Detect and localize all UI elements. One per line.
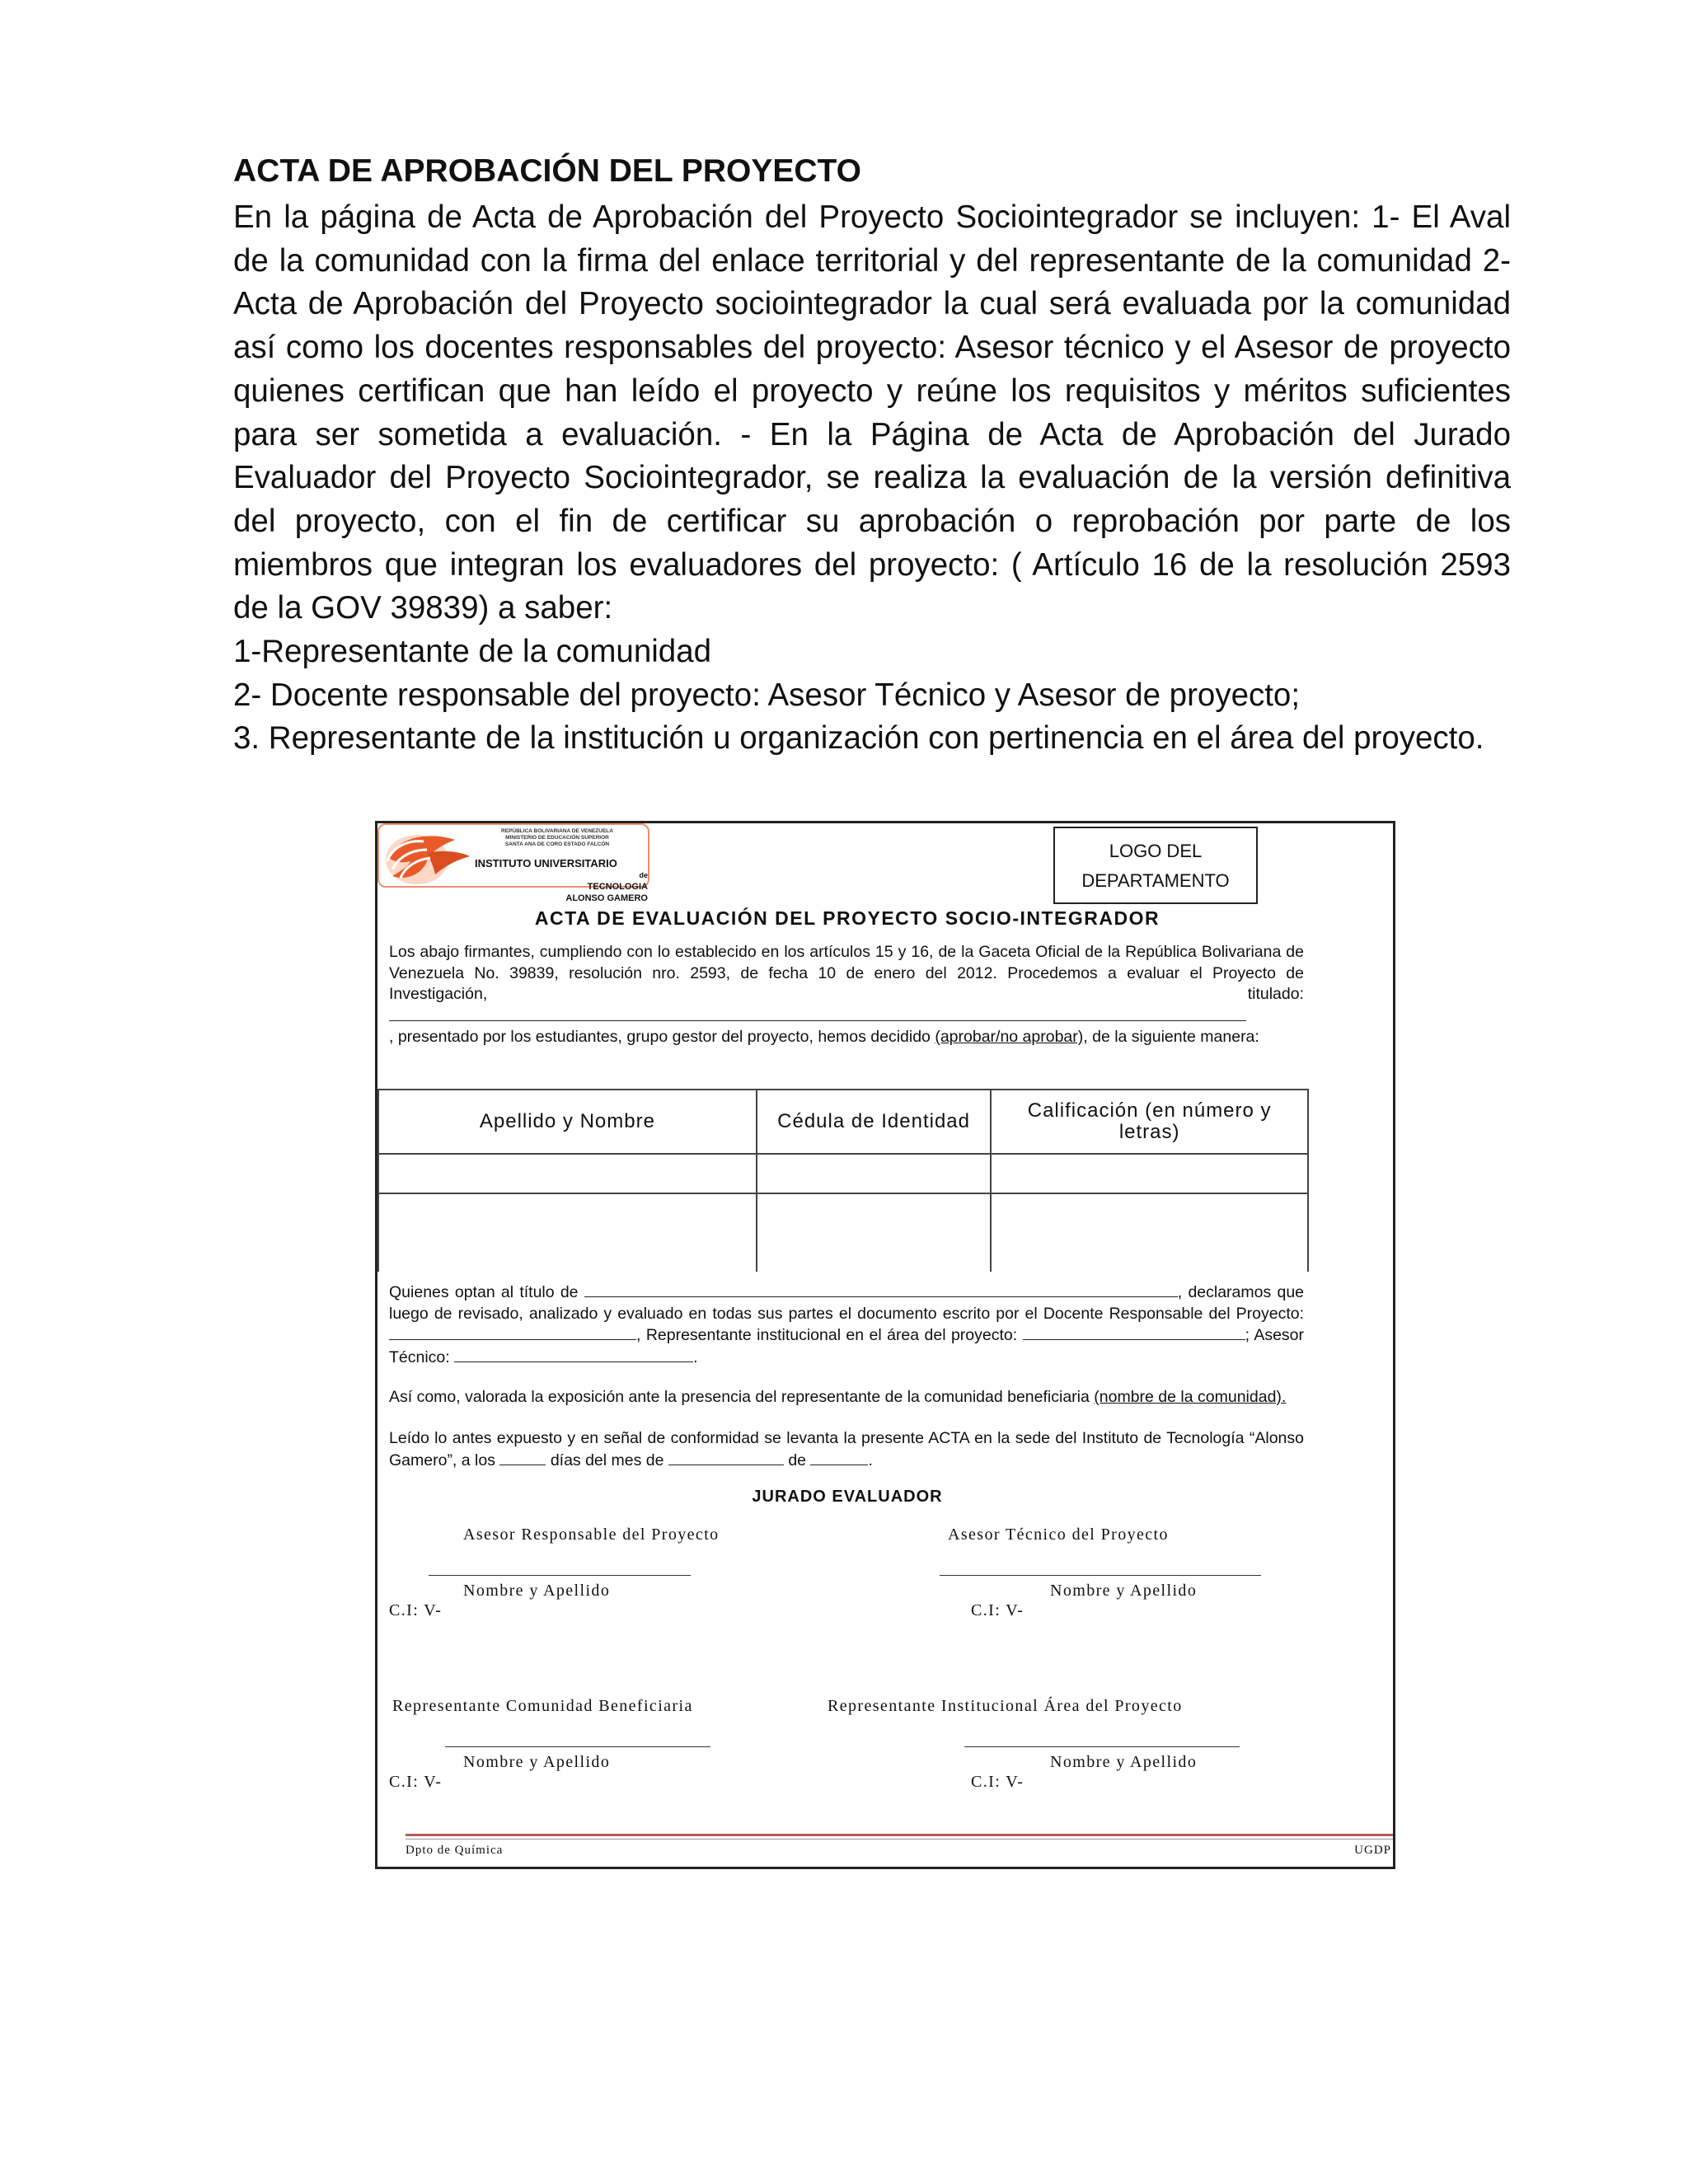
department-logo-line1: LOGO DEL — [1109, 841, 1203, 861]
department-logo-placeholder — [1053, 827, 1258, 904]
form-paragraph-1-text-a: Los abajo firmantes, cumpliendo con lo establecido en los artículos 15 y 16, de la Gaceta Oficial de la República Bolivariana de Venezuela No. 39839, resolución nro. 2593, de fecha 10 de enero del 2012. Procedemos a evaluar el Proyecto de Investigación, titulado: — [389, 943, 1304, 1003]
signature-role: Representante Institucional Área del Proyecto — [828, 1697, 1183, 1715]
form-paragraph-4: Leído lo antes expuesto y en señal de conformidad se levanta la presente ACTA en la sede del Instituto de Tecnología “Alonso Gamero”, a los días del mes de de . — [389, 1429, 1304, 1469]
form-paragraph-4-text-a: Leído lo antes expuesto y en señal de conformidad se levanta la presente ACTA en la sede del Instituto de Tecnología “Alonso Gamero”, a los — [389, 1429, 1304, 1469]
table-cell — [378, 1154, 757, 1193]
signature-line — [940, 1575, 1261, 1576]
form-paragraph-4-text-b: días del mes de — [550, 1451, 664, 1469]
form-paragraph-1-text-b: , presentado por los estudiantes, grupo gestor del proyecto, hemos decidido — [389, 1028, 931, 1046]
jury-title: JURADO EVALUADOR — [752, 1488, 943, 1506]
form-paragraph-2-text-b: declaramos que luego de revisado, analizado y evaluado en todas sus partes el documento escrito por el Docente Responsable del Proyecto: — [389, 1283, 1305, 1323]
header-id: Cédula de Identidad — [757, 1090, 992, 1154]
signature-role: Asesor Técnico del Proyecto — [948, 1526, 1169, 1544]
signature-role: Representante Comunidad Beneficiaria — [392, 1697, 693, 1715]
list-item-3: 3. Representante de la institución u organización con pertinencia en el área del proyecto. — [233, 720, 1484, 757]
signature-ci-label: C.I: V- — [389, 1773, 443, 1791]
form-paragraph-4-text-c: de — [788, 1451, 807, 1469]
list-item-2: 2- Docente responsable del proyecto: Asesor Técnico y Asesor de proyecto; — [233, 677, 1301, 713]
institution-name-line2: de — [639, 871, 648, 879]
footer-department: Dpto de Química — [406, 1844, 504, 1857]
evaluation-table — [377, 1089, 1309, 1272]
intro-text — [233, 196, 1511, 761]
signature-ci-label: C.I: V- — [389, 1601, 443, 1619]
document-heading: ACTA DE APROBACIÓN DEL PROYECTO — [233, 153, 862, 189]
day-blank — [499, 1450, 546, 1465]
table-row — [378, 1193, 1308, 1272]
institution-header-lines — [475, 828, 640, 848]
footer-rule — [406, 1839, 1393, 1840]
community-name-placeholder: (nombre de la comunidad). — [1094, 1388, 1287, 1406]
header-grade: Calificación (en número y letras) — [991, 1090, 1308, 1154]
institute-emblem-icon — [381, 828, 473, 888]
table-row — [378, 1154, 1308, 1193]
form-paragraph-3-text: Así como, valorada la exposición ante la presencia del representante de la comunidad beneficiaria — [389, 1388, 1090, 1406]
table-cell — [378, 1193, 757, 1272]
institution-name-line4: ALONSO GAMERO — [565, 893, 648, 903]
list-item-1: 1-Representante de la comunidad — [233, 634, 712, 670]
year-blank — [810, 1450, 868, 1465]
project-title-blank — [389, 1005, 1246, 1021]
asesor-tecnico-blank — [454, 1347, 693, 1362]
evaluation-form-image — [375, 821, 1395, 1869]
form-paragraph-1-text-c: de la siguiente manera: — [1092, 1028, 1259, 1046]
institute-logo — [377, 823, 649, 901]
form-title: ACTA DE EVALUACIÓN DEL PROYECTO SOCIO-INTEGRADOR — [534, 907, 1160, 929]
form-paragraph-2-text-a: Quienes optan al título de — [389, 1283, 579, 1301]
institution-header-line: MINISTERIO DE EDUCACIÓN SUPERIOR — [505, 835, 609, 841]
signature-name-label: Nombre y Apellido — [1050, 1753, 1198, 1771]
signature-name-label: Nombre y Apellido — [463, 1582, 611, 1600]
signature-name-label: Nombre y Apellido — [1050, 1582, 1198, 1600]
department-logo-line2: DEPARTAMENTO — [1081, 870, 1230, 891]
form-paragraph-3 — [389, 1387, 1304, 1408]
table-cell — [757, 1154, 992, 1193]
decision-choice: (aprobar/no aprobar), — [935, 1028, 1088, 1046]
institution-name — [475, 858, 648, 904]
table-cell — [757, 1193, 992, 1272]
institution-header-line: REPÚBLICA BOLIVARIANA DE VENEZUELA — [501, 828, 613, 834]
month-blank — [668, 1450, 784, 1465]
signature-line — [429, 1575, 691, 1576]
representante-blank — [1023, 1324, 1245, 1340]
signature-ci-label: C.I: V- — [971, 1601, 1025, 1619]
table-header-row — [378, 1090, 1308, 1154]
signature-line — [964, 1746, 1240, 1747]
institution-name-line3: TECNOLOGIA — [587, 882, 648, 892]
form-paragraph-2: Quienes optan al título de , declaramos que luego de revisado, analizado y evaluado en todas sus partes el documento escrito por el Docente Responsable del Proyecto: , Representante institucional en el área del proyecto: ; Asesor Técnico: . — [389, 1283, 1305, 1366]
form-paragraph-2-text-c: , Representante institucional en el área del proyecto: — [636, 1326, 1018, 1344]
degree-title-blank — [584, 1282, 1178, 1297]
signature-line — [445, 1746, 710, 1747]
header-name: Apellido y Nombre — [378, 1090, 757, 1154]
signature-role: Asesor Responsable del Proyecto — [463, 1526, 720, 1544]
table-cell — [991, 1154, 1308, 1193]
docente-blank — [389, 1324, 636, 1340]
footer-rule — [406, 1834, 1393, 1836]
institution-name-line1: INSTITUTO UNIVERSITARIO — [475, 857, 617, 869]
signature-name-label: Nombre y Apellido — [463, 1753, 611, 1771]
form-paragraph-1 — [389, 942, 1304, 1048]
table-cell — [991, 1193, 1308, 1272]
footer-unit: UGDP — [1354, 1844, 1391, 1857]
institution-header-line: SANTA ANA DE CORO ESTADO FALCÓN — [504, 841, 610, 847]
intro-paragraph: En la página de Acta de Aprobación del Proyecto Sociointegrador se incluyen: 1- El Aval de la comunidad con la firma del enlace territorial y del representante de la comunidad 2- Acta de Aprobación del Proyecto sociointegrador la cual será evaluada por la comunidad así como los docentes responsables del proyecto: Asesor técnico y el Asesor de proyecto quienes certifican que han leído el proyecto y reúne los requisitos y méritos suficientes para ser sometida a evaluación. - En la Página de Acta de Aprobación del Jurado Evaluador del Proyecto Sociointegrador, se realiza la evaluación de la versión definitiva del proyecto, con el fin de certificar su aprobación o reprobación por parte de los miembros que integran los evaluadores del proyecto: ( Artículo 16 de la resolución 2593 de la GOV 39839) a saber: — [233, 199, 1511, 626]
signature-ci-label: C.I: V- — [971, 1773, 1025, 1791]
form-paragraph-2-text-d: ; Asesor Técnico: — [389, 1326, 1305, 1366]
